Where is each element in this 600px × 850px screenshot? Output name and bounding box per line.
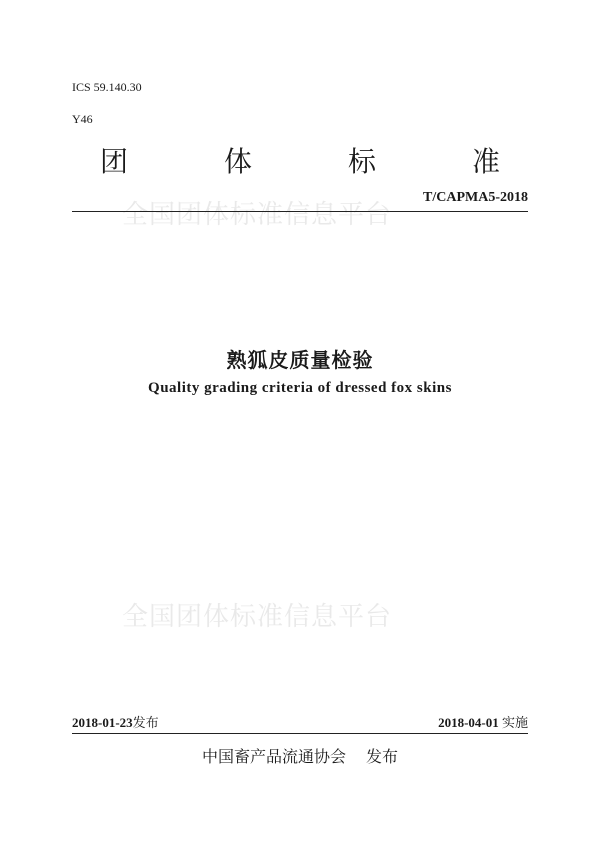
classification-code: Y46 [72,112,93,126]
title-english: Quality grading criteria of dressed fox skins [148,380,452,396]
standard-type-char: 准 [471,145,500,178]
implement-date-value: 2018-04-01 [438,715,499,730]
implement-date [438,712,528,731]
standard-type-heading [100,140,500,180]
issue-date-suffix: 发布 [132,716,159,731]
watermark-top: 全国团体标准信息平台 [122,200,393,230]
ics-code: ICS 59.140.30 [72,80,142,94]
issue-date-value: 2018-01-23 [72,715,133,730]
publisher-line [0,744,600,767]
issue-date [72,712,159,731]
title-chinese: 熟狐皮质量检验 [226,348,374,372]
standard-code: T/CAPMA5-2018 [423,190,528,205]
standard-type-char: 标 [347,145,376,178]
standard-type-char: 体 [223,145,252,178]
publisher-org: 中国畜产品流通协会 [201,747,346,766]
header-divider [72,211,528,212]
publisher-verb: 发布 [366,747,399,766]
implement-date-suffix: 实施 [501,716,528,731]
footer-divider [72,733,528,734]
standard-type-char: 团 [100,145,129,178]
watermark-middle: 全国团体标准信息平台 [122,602,393,632]
